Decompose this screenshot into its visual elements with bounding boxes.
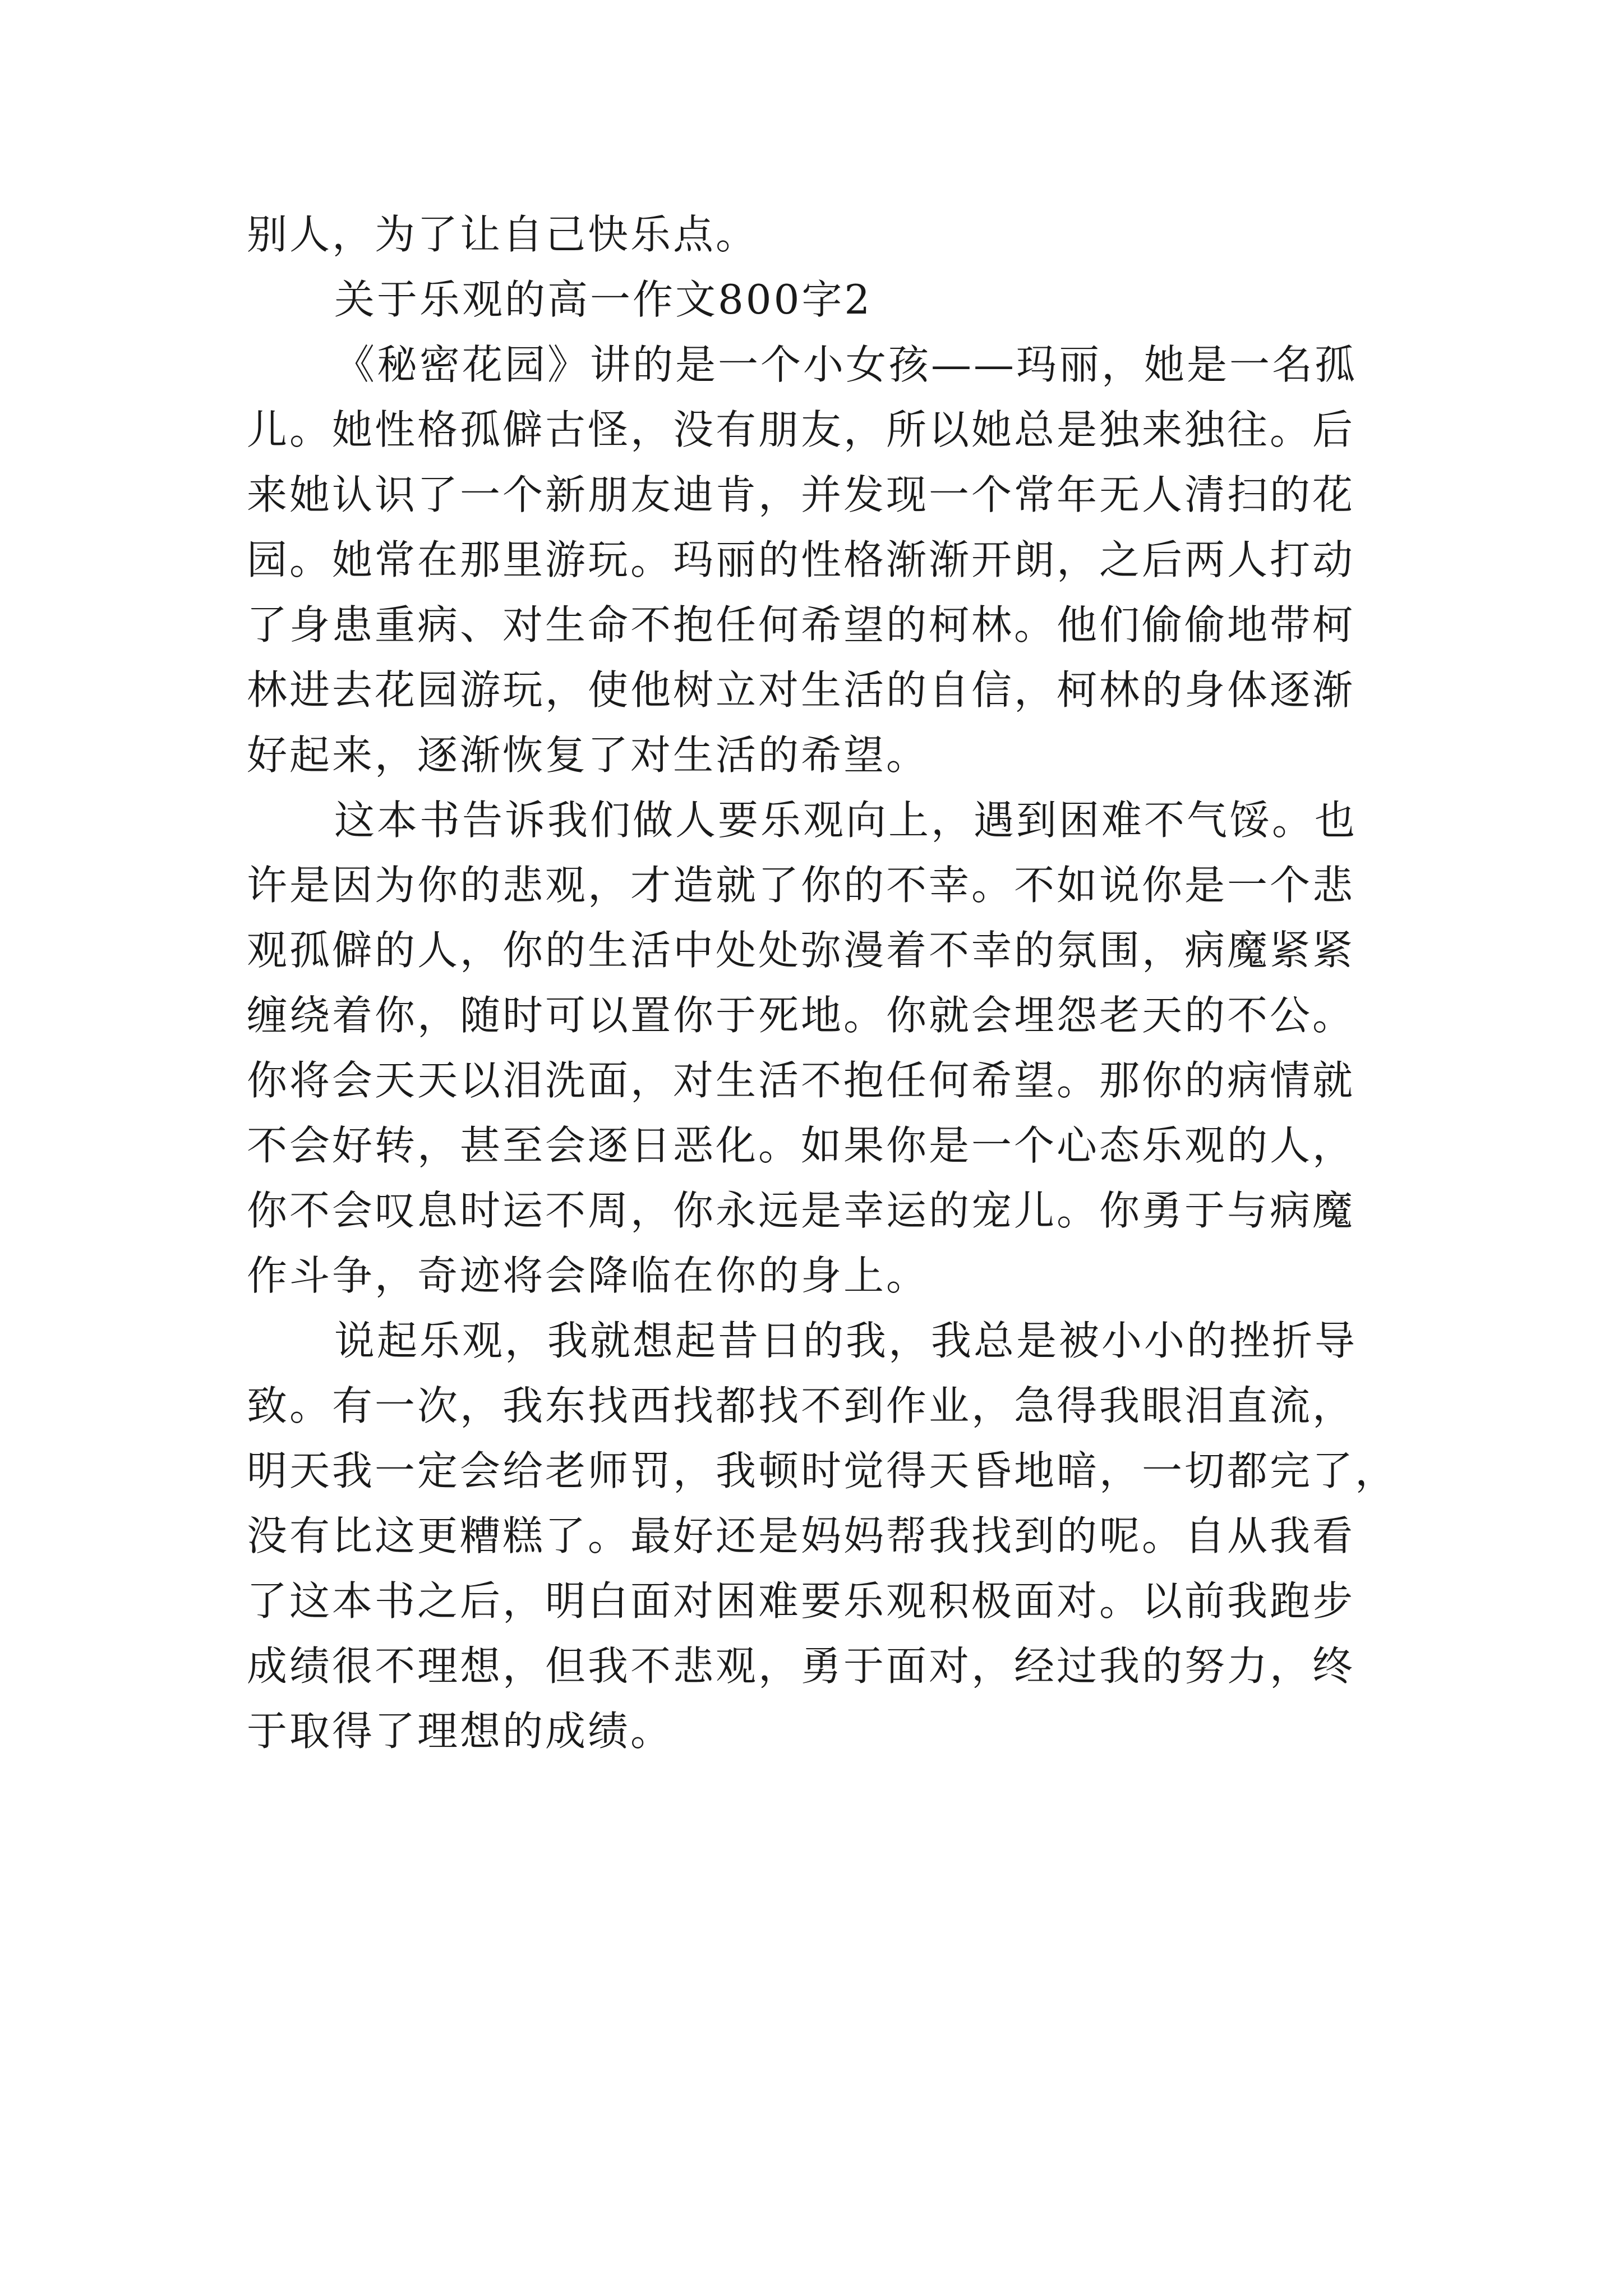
section-title-text: 关于乐观的高一作文800字2: [334, 276, 873, 323]
paragraph-1: [247, 332, 1391, 788]
section-title: [247, 267, 1391, 332]
text-line: 你将会天天以泪洗面，对生活不抱任何希望。那你的病情就: [247, 1057, 1355, 1104]
text-line: 园。她常在那里游玩。玛丽的性格渐渐开朗，之后两人打动: [247, 536, 1355, 583]
text-line: 好起来，逐渐恢复了对生活的希望。: [247, 731, 929, 779]
text-line: 作斗争，奇迹将会降临在你的身上。: [247, 1252, 929, 1299]
text-line: 成绩很不理想，但我不悲观，勇于面对，经过我的努力，终: [247, 1642, 1355, 1690]
text-line: 缠绕着你，随时可以置你于死地。你就会埋怨老天的不公。: [247, 992, 1355, 1039]
text-line: 林进去花园游玩，使他树立对生活的自信，柯林的身体逐渐: [247, 666, 1355, 714]
document-body: [247, 202, 1398, 1764]
text-line: 说起乐观，我就想起昔日的我，我总是被小小的挫折导: [334, 1317, 1358, 1364]
intro-line: [247, 202, 1391, 267]
paragraph-3: [247, 1308, 1398, 1764]
text-line: 观孤僻的人，你的生活中处处弥漫着不幸的氛围，病魔紧紧: [247, 927, 1355, 974]
text-line: 儿。她性格孤僻古怪，没有朋友，所以她总是独来独往。后: [247, 406, 1355, 453]
text-line: 明天我一定会给老师罚，我顿时觉得天昏地暗，一切都完了，: [247, 1447, 1398, 1494]
text-line: 没有比这更糟糕了。最好还是妈妈帮我找到的呢。自从我看: [247, 1512, 1355, 1559]
text-line: 于取得了理想的成绩。: [247, 1708, 674, 1755]
text-line: 许是因为你的悲观，才造就了你的不幸。不如说你是一个悲: [247, 862, 1355, 909]
text-line: 别人，为了让自己快乐点。: [247, 211, 759, 258]
text-line: 了这本书之后，明白面对困难要乐观积极面对。以前我跑步: [247, 1577, 1355, 1625]
paragraph-2: [247, 788, 1391, 1308]
text-line: 了身患重病、对生命不抱任何希望的柯林。他们偷偷地带柯: [247, 601, 1355, 648]
text-line: 致。有一次，我东找西找都找不到作业，急得我眼泪直流，: [247, 1382, 1355, 1429]
text-line: 你不会叹息时运不周，你永远是幸运的宠儿。你勇于与病魔: [247, 1187, 1355, 1234]
text-line: 这本书告诉我们做人要乐观向上，遇到困难不气馁。也: [334, 797, 1358, 844]
text-line: 来她认识了一个新朋友迪肯，并发现一个常年无人清扫的花: [247, 471, 1355, 518]
text-line: 不会好转，甚至会逐日恶化。如果你是一个心态乐观的人，: [247, 1122, 1355, 1169]
text-line: 《秘密花园》讲的是一个小女孩——玛丽，她是一名孤: [334, 341, 1358, 388]
